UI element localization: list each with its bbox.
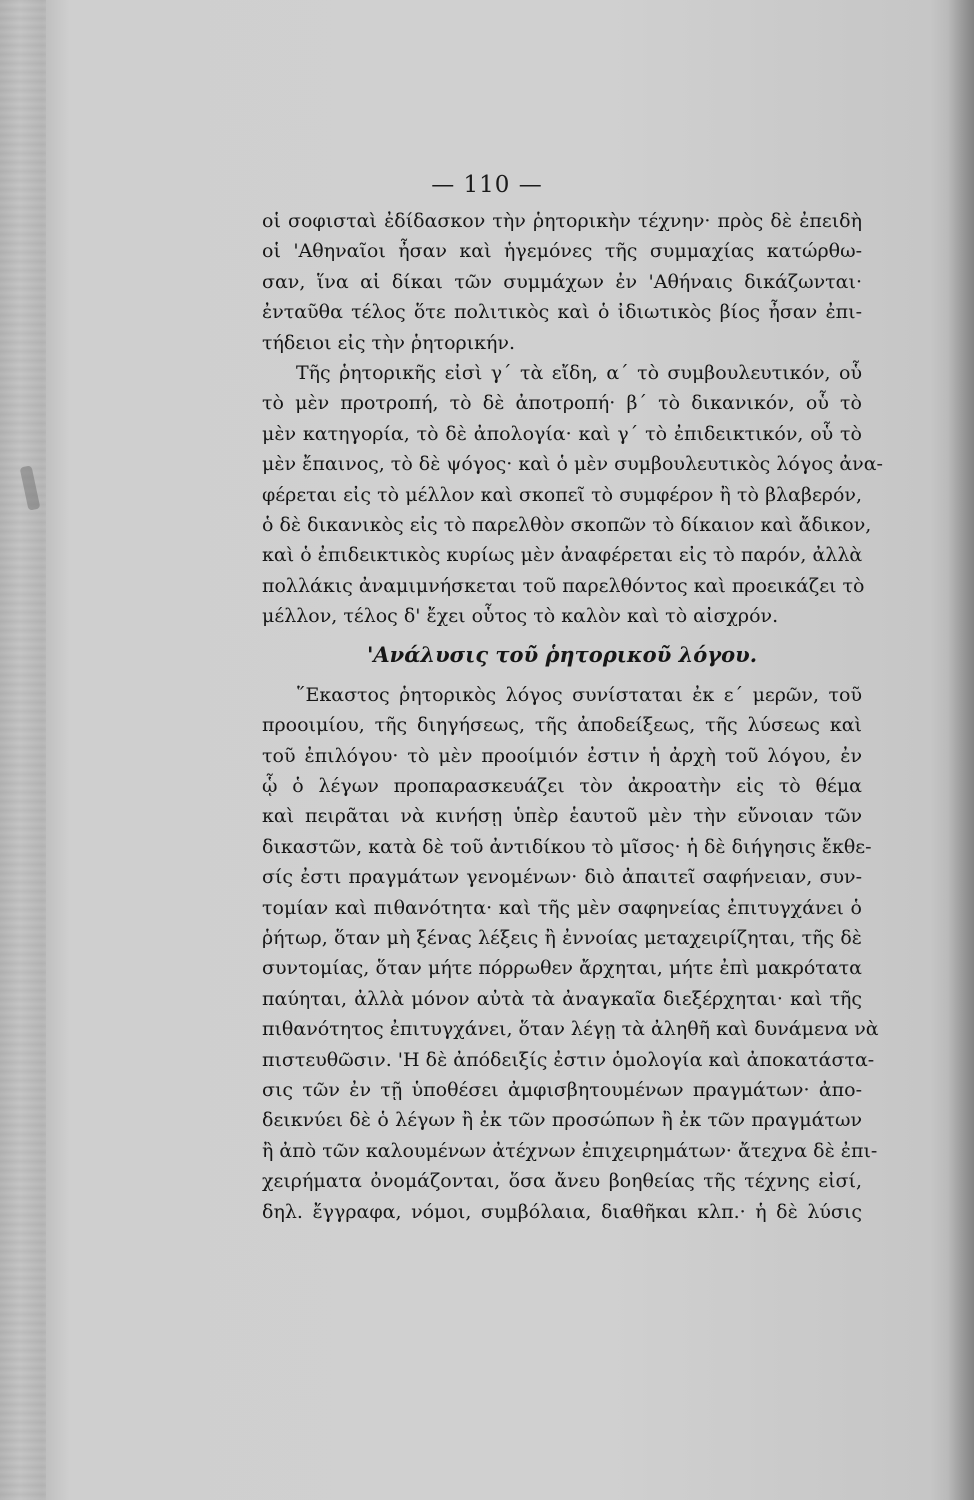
text-line: πιθανότητος ἐπιτυγχάνει, ὅταν λέγῃ τὰ ἀληθῆ καὶ δυνάμενα νὰ	[262, 1018, 879, 1041]
text-line: δικαστῶν, κατὰ δὲ τοῦ ἀντιδίκου τὸ μῖσος· ἡ δὲ διήγησις ἔκθε-	[262, 835, 872, 858]
text-line: τοῦ ἐπιλόγου· τὸ μὲν προοίμιόν ἐστιν ἡ ἀρχὴ τοῦ λόγου, ἐν	[262, 744, 862, 767]
text-line: μὲν κατηγορία, τὸ δὲ ἀπολογία· καὶ γ΄ τὸ ἐπιδεικτικόν, οὗ τὸ	[262, 422, 862, 445]
text-line: συντομίας, ὅταν μήτε πόρρωθεν ἄρχηται, μήτε ἐπὶ μακρότατα	[262, 957, 862, 980]
paragraph-2	[262, 358, 883, 632]
text-line: οἱ σοφισταὶ ἐδίδασκον τὴν ῥητορικὴν τέχνην· πρὸς δὲ ἐπειδὴ	[262, 210, 862, 232]
text-line: πιστευθῶσιν. 'Η δὲ ἀπόδειξίς ἐστιν ὁμολογία καὶ ἀποκατάστα-	[262, 1048, 875, 1071]
text-line: δηλ. ἔγγραφα, νόμοι, συμβόλαια, διαθῆκαι κλπ.· ἡ δὲ λύσις	[262, 1200, 862, 1223]
text-line: καὶ πειρᾶται νὰ κινήσῃ ὑπὲρ ἑαυτοῦ μὲν τὴν εὔνοιαν τῶν	[262, 805, 862, 828]
text-line: Τῆς ῥητορικῆς εἰσὶ γ΄ τὰ εἴδη, α΄ τὸ συμβουλευτικόν, οὗ	[296, 361, 862, 384]
text-line: οἱ 'Αθηναῖοι ἦσαν καὶ ἡγεμόνες τῆς συμμαχίας κατώρθω-	[262, 240, 862, 263]
text-line: ὁ δὲ δικανικὸς εἰς τὸ παρελθὸν σκοπῶν τὸ δίκαιον καὶ ἄδικον,	[262, 513, 872, 536]
text-line: χειρήματα ὀνομάζονται, ὅσα ἄνευ βοηθείας τῆς τέχνης εἰσί,	[262, 1170, 862, 1193]
text-line: ῞Εκαστος ῥητορικὸς λόγος συνίσταται ἐκ ε΄ μερῶν, τοῦ	[296, 683, 862, 706]
text-line: φέρεται εἰς τὸ μέλλον καὶ σκοπεῖ τὸ συμφέρον ἢ τὸ βλαβερόν,	[262, 483, 862, 506]
text-line: τήδειοι εἰς τὴν ῥητορικήν.	[262, 331, 515, 354]
text-line: δεικνύει δὲ ὁ λέγων ἢ ἐκ τῶν προσώπων ἢ ἐκ τῶν πραγμάτων	[262, 1109, 862, 1132]
text-line: ἢ ἀπὸ τῶν καλουμένων ἀτέχνων ἐπιχειρημάτων· ἄτεχνα δὲ ἐπι-	[262, 1139, 878, 1162]
body-text	[262, 206, 883, 1227]
text-line: τὸ μὲν προτροπή, τὸ δὲ ἀποτροπή· β΄ τὸ δικανικόν, οὗ τὸ	[262, 392, 862, 415]
page-left-edge-texture	[0, 0, 46, 1500]
text-line: τομίαν καὶ πιθανότητα· καὶ τῆς μὲν σαφηνείας ἐπιτυγχάνει ὁ	[262, 896, 862, 919]
text-line: παύηται, ἀλλὰ μόνον αὐτὰ τὰ ἀναγκαῖα διεξέρχηται· καὶ τῆς	[262, 987, 862, 1010]
text-line: καὶ ὁ ἐπιδεικτικὸς κυρίως μὲν ἀναφέρεται εἰς τὸ παρόν, ἀλλὰ	[262, 544, 863, 567]
page-number: — 110 —	[431, 172, 543, 198]
text-line: ἐνταῦθα τέλος ὅτε πολιτικὸς καὶ ὁ ἰδιωτικὸς βίος ἦσαν ἐπι-	[262, 301, 862, 324]
page-right-edge-shadow	[948, 0, 974, 1500]
text-line: πολλάκις ἀναμιμνήσκεται τοῦ παρελθόντος καὶ προεικάζει τὸ	[262, 574, 865, 597]
text-line: σίς ἐστι πραγμάτων γενομένων· διὸ ἀπαιτεῖ σαφήνειαν, συν-	[262, 866, 862, 889]
text-line: σις τῶν ἐν τῇ ὑποθέσει ἀμφισβητουμένων πραγμάτων· ἀπο-	[262, 1078, 862, 1101]
paragraph-3	[262, 680, 879, 1227]
text-line: μέλλον, τέλος δ' ἔχει οὗτος τὸ καλὸν καὶ τὸ αἰσχρόν.	[262, 605, 779, 628]
text-line: ᾧ ὁ λέγων προπαρασκευάζει τὸν ἀκροατὴν εἰς τὸ θέμα	[262, 775, 862, 798]
text-line: μὲν ἔπαινος, τὸ δὲ ψόγος· καὶ ὁ μὲν συμβουλευτικὸς λόγος ἀνα-	[262, 453, 883, 476]
text-line: προοιμίου, τῆς διηγήσεως, τῆς ἀποδείξεως, τῆς λύσεως καὶ	[262, 714, 862, 737]
text-line: σαν, ἵνα αἱ δίκαι τῶν συμμάχων ἐν 'Αθήναις δικάζωνται·	[262, 270, 862, 293]
section-heading: 'Ανάλυσις τοῦ ῥητορικοῦ λόγου.	[366, 642, 758, 668]
paragraph-1	[262, 206, 862, 358]
text-line: ῥήτωρ, ὅταν μὴ ξένας λέξεις ἢ ἐννοίας μεταχειρίζηται, τῆς δὲ	[262, 926, 862, 949]
